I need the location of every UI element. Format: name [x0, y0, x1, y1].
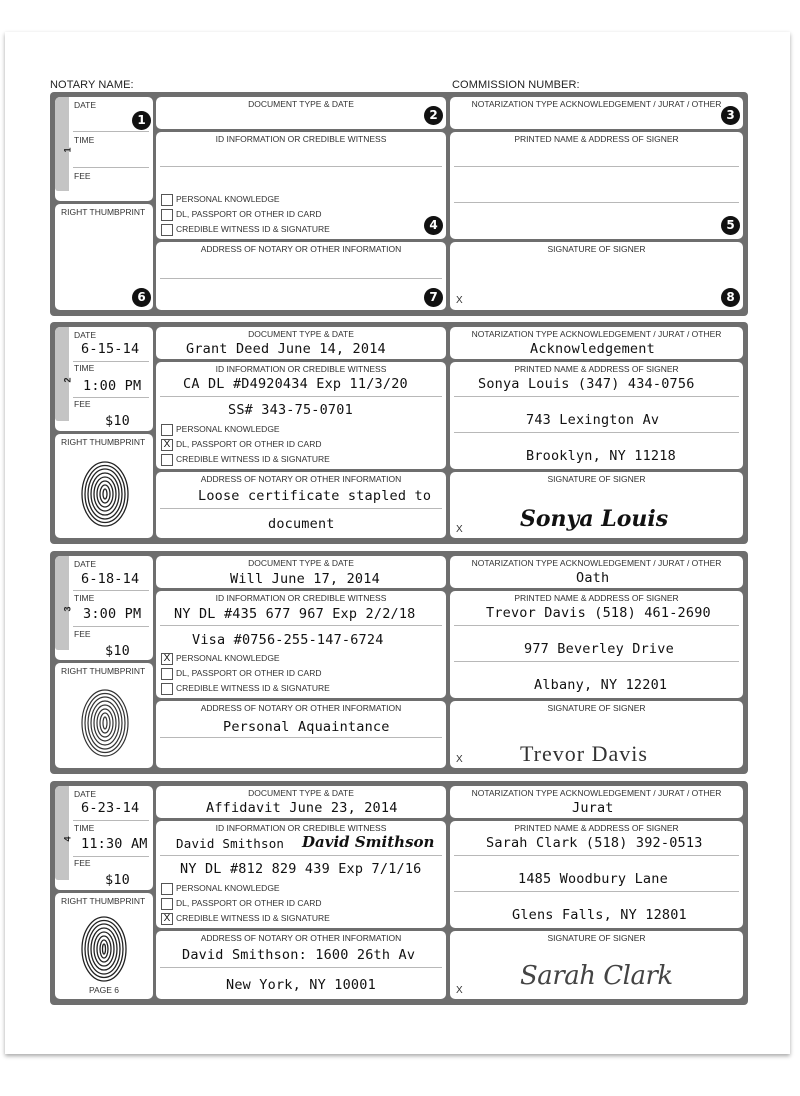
document-type-cell[interactable] [156, 327, 446, 359]
notary-address-label: ADDRESS OF NOTARY OR OTHER INFORMATION [200, 244, 402, 254]
signer-name-address-label: PRINTED NAME & ADDRESS OF SIGNER [514, 364, 679, 374]
signer-name-address-label: PRINTED NAME & ADDRESS OF SIGNER [514, 134, 679, 144]
personal-knowledge-checkbox[interactable]: X [161, 653, 173, 665]
id-information-line-2: Visa #0756-255-147-6724 [192, 632, 384, 648]
document-type-cell[interactable] [156, 556, 446, 588]
notary-address-label: ADDRESS OF NOTARY OR OTHER INFORMATION [200, 474, 402, 484]
notarization-type-cell[interactable] [450, 556, 743, 588]
notary-address-label: ADDRESS OF NOTARY OR OTHER INFORMATION [200, 703, 402, 713]
time-label: TIME [74, 363, 95, 373]
id-card-label: DL, PASSPORT OR OTHER ID CARD [176, 668, 322, 678]
document-type-cell[interactable] [156, 786, 446, 818]
fee-value: $10 [105, 872, 130, 888]
fee-value: $10 [105, 643, 130, 659]
record-number: 1 [62, 147, 73, 153]
document-type-cell [156, 97, 446, 129]
signer-name-line: Sonya Louis (347) 434-0756 [478, 376, 695, 392]
document-type-label: DOCUMENT TYPE & DATE [248, 99, 354, 109]
notary-address-line-2: New York, NY 10001 [226, 977, 376, 993]
document-type-label: DOCUMENT TYPE & DATE [248, 329, 354, 339]
signature-label: SIGNATURE OF SIGNER [547, 703, 646, 713]
document-type-value: Grant Deed June 14, 2014 [186, 341, 386, 357]
signer-name-address-cell[interactable] [450, 591, 743, 698]
thumbprint-label: RIGHT THUMBPRINT [61, 207, 146, 217]
date-time-fee-cell [55, 97, 153, 201]
notary-address-label: ADDRESS OF NOTARY OR OTHER INFORMATION [200, 933, 402, 943]
id-information-cell[interactable] [156, 132, 446, 239]
step-5-badge: 5 [721, 216, 740, 235]
signature-x-mark: X [456, 985, 463, 996]
time-value: 1:00 PM [83, 378, 142, 394]
personal-knowledge-label: PERSONAL KNOWLEDGE [176, 424, 280, 434]
signer-street-line: 743 Lexington Av [526, 412, 660, 428]
signer-name-address-label: PRINTED NAME & ADDRESS OF SIGNER [514, 593, 679, 603]
thumbprint-label: RIGHT THUMBPRINT [61, 437, 146, 447]
notarization-type-label: NOTARIZATION TYPE ACKNOWLEDGEMENT / JURAT / OTHER [471, 99, 722, 109]
signer-street-line: 977 Beverley Drive [524, 641, 674, 657]
date-time-fee-cell [55, 327, 153, 431]
notary-address-cell[interactable] [156, 701, 446, 768]
thumbprint-cell [55, 434, 153, 538]
notarization-type-cell[interactable] [450, 327, 743, 359]
id-information-line-1: David Smithson [176, 836, 285, 851]
thumbprint-cell [55, 893, 153, 999]
id-card-label: DL, PASSPORT OR OTHER ID CARD [176, 898, 322, 908]
id-information-label: ID INFORMATION OR CREDIBLE WITNESS [215, 593, 387, 603]
credible-witness-label: CREDIBLE WITNESS ID & SIGNATURE [176, 454, 330, 464]
id-information-label: ID INFORMATION OR CREDIBLE WITNESS [215, 134, 387, 144]
personal-knowledge-label: PERSONAL KNOWLEDGE [176, 194, 280, 204]
personal-knowledge-checkbox[interactable] [161, 424, 173, 436]
signer-name-address-label: PRINTED NAME & ADDRESS OF SIGNER [514, 823, 679, 833]
id-card-checkbox[interactable] [161, 898, 173, 910]
thumbprint-label: RIGHT THUMBPRINT [61, 896, 146, 906]
signature-x-mark: X [456, 754, 463, 765]
page-number: PAGE 6 [88, 985, 120, 995]
document-type-value: Affidavit June 23, 2014 [206, 800, 398, 816]
id-card-checkbox[interactable] [161, 209, 173, 221]
step-2-badge: 2 [424, 106, 443, 125]
id-card-label: DL, PASSPORT OR OTHER ID CARD [176, 439, 322, 449]
signer-name-line: Sarah Clark (518) 392-0513 [486, 835, 703, 851]
witness-signature: David Smithson [302, 833, 435, 851]
record-4 [50, 781, 748, 1005]
signature-x-mark: X [456, 524, 463, 535]
step-4-badge: 4 [424, 216, 443, 235]
notary-address-line-1: Personal Aquaintance [223, 719, 390, 735]
notarization-type-value: Oath [576, 570, 610, 586]
record-number: 4 [62, 836, 73, 842]
thumbprint-image [79, 685, 131, 759]
notarization-type-value: Jurat [572, 800, 614, 816]
thumbprint-cell [55, 204, 153, 310]
id-card-checkbox[interactable] [161, 668, 173, 680]
credible-witness-checkbox[interactable]: X [161, 913, 173, 925]
fee-value: $10 [105, 413, 130, 429]
thumbprint-image [79, 913, 129, 983]
notary-address-cell[interactable] [156, 472, 446, 538]
notary-address-line-1: David Smithson: 1600 26th Av [182, 947, 416, 963]
signer-city-line: Brooklyn, NY 11218 [526, 448, 676, 464]
signature-cell[interactable] [450, 931, 743, 999]
notary-address-line-1: Loose certificate stapled to [198, 488, 432, 504]
fee-label: FEE [74, 399, 91, 409]
time-label: TIME [74, 135, 95, 145]
notary-name-label: NOTARY NAME: [50, 79, 134, 91]
step-3-badge: 3 [721, 106, 740, 125]
signature-cell[interactable] [450, 242, 743, 310]
signer-signature: Sonya Louis [520, 506, 669, 532]
time-value: 11:30 AM [81, 836, 148, 852]
time-label: TIME [74, 823, 95, 833]
signature-label: SIGNATURE OF SIGNER [547, 474, 646, 484]
notarization-type-label: NOTARIZATION TYPE ACKNOWLEDGEMENT / JURAT / OTHER [471, 329, 722, 339]
id-information-line-2: SS# 343-75-0701 [228, 402, 353, 418]
step-6-badge: 6 [132, 288, 151, 307]
time-value: 3:00 PM [83, 606, 142, 622]
fee-label: FEE [74, 858, 91, 868]
id-card-checkbox[interactable]: X [161, 439, 173, 451]
date-time-fee-cell [55, 786, 153, 890]
date-label: DATE [74, 330, 97, 340]
date-value: 6-18-14 [81, 571, 140, 587]
signer-name-address-cell[interactable] [450, 821, 743, 928]
step-7-badge: 7 [424, 288, 443, 307]
record-number: 2 [62, 377, 73, 383]
date-time-fee-cell [55, 556, 153, 660]
signer-name-address-cell[interactable] [450, 132, 743, 239]
credible-witness-label: CREDIBLE WITNESS ID & SIGNATURE [176, 913, 330, 923]
signer-city-line: Glens Falls, NY 12801 [512, 907, 687, 923]
id-information-cell[interactable] [156, 591, 446, 698]
notary-address-cell[interactable] [156, 931, 446, 999]
personal-knowledge-checkbox[interactable] [161, 883, 173, 895]
date-label: DATE [74, 789, 97, 799]
notarization-type-value: Acknowledgement [530, 341, 655, 357]
signature-x-mark: X [456, 295, 463, 306]
credible-witness-label: CREDIBLE WITNESS ID & SIGNATURE [176, 224, 330, 234]
notary-address-cell[interactable] [156, 242, 446, 310]
document-type-label: DOCUMENT TYPE & DATE [248, 558, 354, 568]
id-card-label: DL, PASSPORT OR OTHER ID CARD [176, 209, 322, 219]
personal-knowledge-checkbox[interactable] [161, 194, 173, 206]
notarization-type-cell[interactable] [450, 786, 743, 818]
notarization-type-label: NOTARIZATION TYPE ACKNOWLEDGEMENT / JURAT / OTHER [471, 788, 722, 798]
record-3 [50, 551, 748, 774]
signature-label: SIGNATURE OF SIGNER [547, 933, 646, 943]
personal-knowledge-label: PERSONAL KNOWLEDGE [176, 883, 280, 893]
id-information-line-1: CA DL #D4920434 Exp 11/3/20 [183, 376, 408, 392]
id-information-label: ID INFORMATION OR CREDIBLE WITNESS [215, 364, 387, 374]
document-type-label: DOCUMENT TYPE & DATE [248, 788, 354, 798]
id-information-line-1: NY DL #435 677 967 Exp 2/2/18 [174, 606, 416, 622]
thumbprint-image [79, 456, 131, 528]
date-value: 6-15-14 [81, 341, 140, 357]
credible-witness-checkbox[interactable] [161, 683, 173, 695]
record-number: 3 [62, 606, 73, 612]
date-label: DATE [74, 100, 97, 110]
record-1 [50, 92, 748, 316]
signature-label: SIGNATURE OF SIGNER [547, 244, 646, 254]
id-information-label: ID INFORMATION OR CREDIBLE WITNESS [215, 823, 387, 833]
notarization-type-label: NOTARIZATION TYPE ACKNOWLEDGEMENT / JURAT / OTHER [471, 558, 722, 568]
fee-label: FEE [74, 629, 91, 639]
signer-name-address-cell[interactable] [450, 362, 743, 469]
step-8-badge: 8 [721, 288, 740, 307]
notary-address-line-2: document [268, 516, 335, 532]
signer-signature: Sarah Clark [520, 961, 673, 991]
date-value: 6-23-14 [81, 800, 140, 816]
fee-label: FEE [74, 171, 91, 181]
thumbprint-cell [55, 663, 153, 768]
personal-knowledge-label: PERSONAL KNOWLEDGE [176, 653, 280, 663]
time-label: TIME [74, 593, 95, 603]
document-type-value: Will June 17, 2014 [230, 571, 380, 587]
credible-witness-checkbox[interactable] [161, 454, 173, 466]
signer-city-line: Albany, NY 12201 [534, 677, 668, 693]
credible-witness-label: CREDIBLE WITNESS ID & SIGNATURE [176, 683, 330, 693]
thumbprint-label: RIGHT THUMBPRINT [61, 666, 146, 676]
date-label: DATE [74, 559, 97, 569]
record-2 [50, 322, 748, 544]
signer-street-line: 1485 Woodbury Lane [518, 871, 668, 887]
signer-signature: Trevor Davis [520, 741, 648, 766]
id-information-cell[interactable] [156, 362, 446, 469]
signer-name-line: Trevor Davis (518) 461-2690 [486, 605, 711, 621]
notarization-type-cell[interactable] [450, 97, 743, 129]
id-information-line-2: NY DL #812 829 439 Exp 7/1/16 [180, 861, 422, 877]
commission-number-label: COMMISSION NUMBER: [452, 79, 580, 91]
id-information-cell[interactable] [156, 821, 446, 928]
credible-witness-checkbox[interactable] [161, 224, 173, 236]
signature-cell[interactable] [450, 472, 743, 538]
step-1-badge: 1 [132, 111, 151, 130]
signature-cell[interactable] [450, 701, 743, 768]
